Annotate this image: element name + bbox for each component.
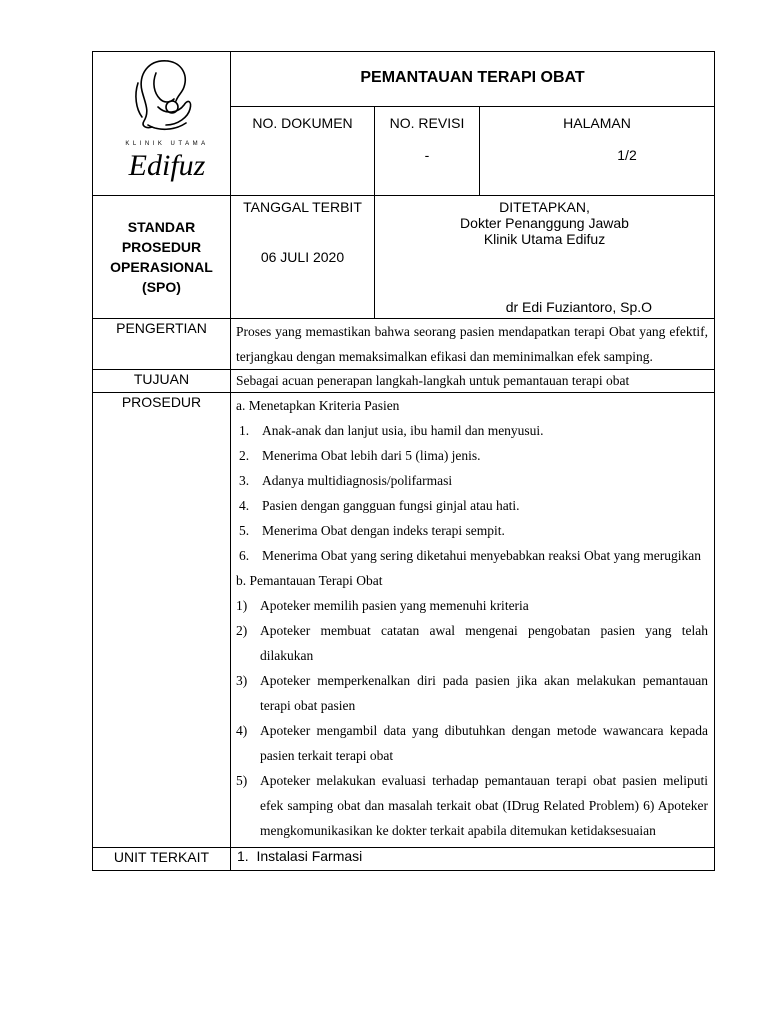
list-item-text: Apoteker memilih pasien yang memenuhi kriteria — [260, 598, 529, 613]
section-b-heading: b. Pemantauan Terapi Obat — [236, 573, 383, 588]
list-item-number: 2) — [236, 623, 248, 638]
prosedur-label: PROSEDUR — [93, 393, 231, 848]
document-title: PEMANTAUAN TERAPI OBAT — [231, 52, 715, 107]
list-item-text: Pasien dengan gangguan fungsi ginjal atau hati. — [262, 498, 520, 513]
logo-cell — [93, 52, 231, 196]
no-dokumen-cell — [231, 107, 375, 196]
list-item — [236, 493, 708, 518]
spo-label-line: (SPO) — [142, 279, 181, 295]
tujuan-text: Sebagai acuan penerapan langkah-langkah untuk pemantauan terapi obat — [231, 370, 715, 393]
list-item — [236, 768, 708, 843]
pengertian-text: Proses yang memastikan bahwa seorang pasien mendapatkan terapi Obat yang efektif, terjangkau dengan memaksimalkan efikasi dan meminimalkan efek samping. — [231, 319, 715, 370]
no-revisi-cell — [375, 107, 480, 196]
list-item — [236, 518, 708, 543]
list-item-number: 5. — [239, 523, 250, 538]
criteria-list — [236, 418, 708, 568]
ditetapkan-line: DITETAPKAN, — [499, 199, 590, 215]
list-item-text: Apoteker memperkenalkan diri pada pasien jika akan melakukan pemantauan terapi obat pasien — [260, 673, 709, 713]
spo-label — [93, 196, 231, 319]
mother-child-icon — [136, 61, 191, 129]
list-item — [236, 418, 708, 443]
list-item — [236, 468, 708, 493]
halaman-cell — [480, 107, 715, 196]
list-item — [236, 593, 708, 618]
list-item-text: Menerima Obat lebih dari 5 (lima) jenis. — [262, 448, 481, 463]
halaman-value: 1/2 — [617, 147, 637, 163]
spo-table — [92, 51, 715, 871]
signatory-name: dr Edi Fuziantoro, Sp.O — [505, 299, 653, 315]
tanggal-terbit-label: TANGGAL TERBIT — [243, 199, 362, 215]
no-revisi-value: - — [424, 147, 430, 163]
list-item-number: 1) — [236, 598, 248, 613]
spo-label-line: OPERASIONAL — [110, 259, 213, 275]
list-item-number: 5) — [236, 773, 248, 788]
list-item-number: 4) — [236, 723, 248, 738]
spo-label-line: PROSEDUR — [121, 239, 202, 255]
list-item — [236, 718, 708, 768]
no-revisi-label: NO. REVISI — [389, 115, 465, 131]
list-item-text: Adanya multidiagnosis/polifarmasi — [262, 473, 453, 488]
unit-terkait-label: UNIT TERKAIT — [93, 848, 231, 871]
ditetapkan-cell — [375, 196, 715, 319]
monitoring-steps-list — [236, 593, 708, 843]
tujuan-label: TUJUAN — [93, 370, 231, 393]
list-item-number: 4. — [239, 498, 250, 513]
tanggal-terbit-value: 06 JULI 2020 — [260, 249, 345, 265]
list-item-text: Anak-anak dan lanjut usia, ibu hamil dan menyusui. — [262, 423, 544, 438]
unit-item-number: 1. — [237, 848, 249, 864]
unit-item-text: Instalasi Farmasi — [256, 848, 363, 864]
ditetapkan-line: Dokter Penanggung Jawab — [460, 215, 629, 231]
list-item-number: 3. — [239, 473, 250, 488]
list-item-text: Menerima Obat yang sering diketahui menyebabkan reaksi Obat yang merugikan — [262, 548, 701, 563]
no-dokumen-label: NO. DOKUMEN — [252, 115, 353, 131]
list-item-number: 3) — [236, 673, 248, 688]
list-item-text: Apoteker mengambil data yang dibutuhkan dengan metode wawancara kepada pasien terkait terapi obat — [260, 723, 709, 763]
list-item-text: Menerima Obat dengan indeks terapi sempit. — [262, 523, 505, 538]
list-item — [236, 443, 708, 468]
list-item-number: 2. — [239, 448, 250, 463]
list-item-text: Apoteker melakukan evaluasi terhadap pemantauan terapi obat pasien meliputi efek samping obat dan masalah terkait obat (IDrug Related Problem) 6) Apoteker mengkomunikasikan ke dokter terkait apabila ditemukan ketidaksesuaian — [260, 773, 709, 838]
list-item-number: 6. — [239, 548, 250, 563]
list-item-number: 1. — [239, 423, 250, 438]
list-item — [236, 543, 708, 568]
section-a-heading: a. Menetapkan Kriteria Pasien — [236, 398, 400, 413]
prosedur-content — [231, 393, 715, 848]
logo-brand: Edifuz — [128, 149, 206, 182]
spo-document — [92, 51, 714, 871]
spo-label-line: STANDAR — [127, 219, 196, 235]
ditetapkan-line: Klinik Utama Edifuz — [483, 231, 606, 247]
pengertian-label: PENGERTIAN — [93, 319, 231, 370]
halaman-label: HALAMAN — [563, 115, 631, 131]
logo-tagline: KLINIK UTAMA — [125, 141, 209, 147]
list-item-text: Apoteker membuat catatan awal mengenai pengobatan pasien yang telah dilakukan — [260, 623, 709, 663]
tanggal-terbit-cell — [231, 196, 375, 319]
list-item — [236, 668, 708, 718]
unit-terkait-content — [231, 848, 715, 871]
list-item — [236, 618, 708, 668]
clinic-logo — [108, 55, 226, 183]
